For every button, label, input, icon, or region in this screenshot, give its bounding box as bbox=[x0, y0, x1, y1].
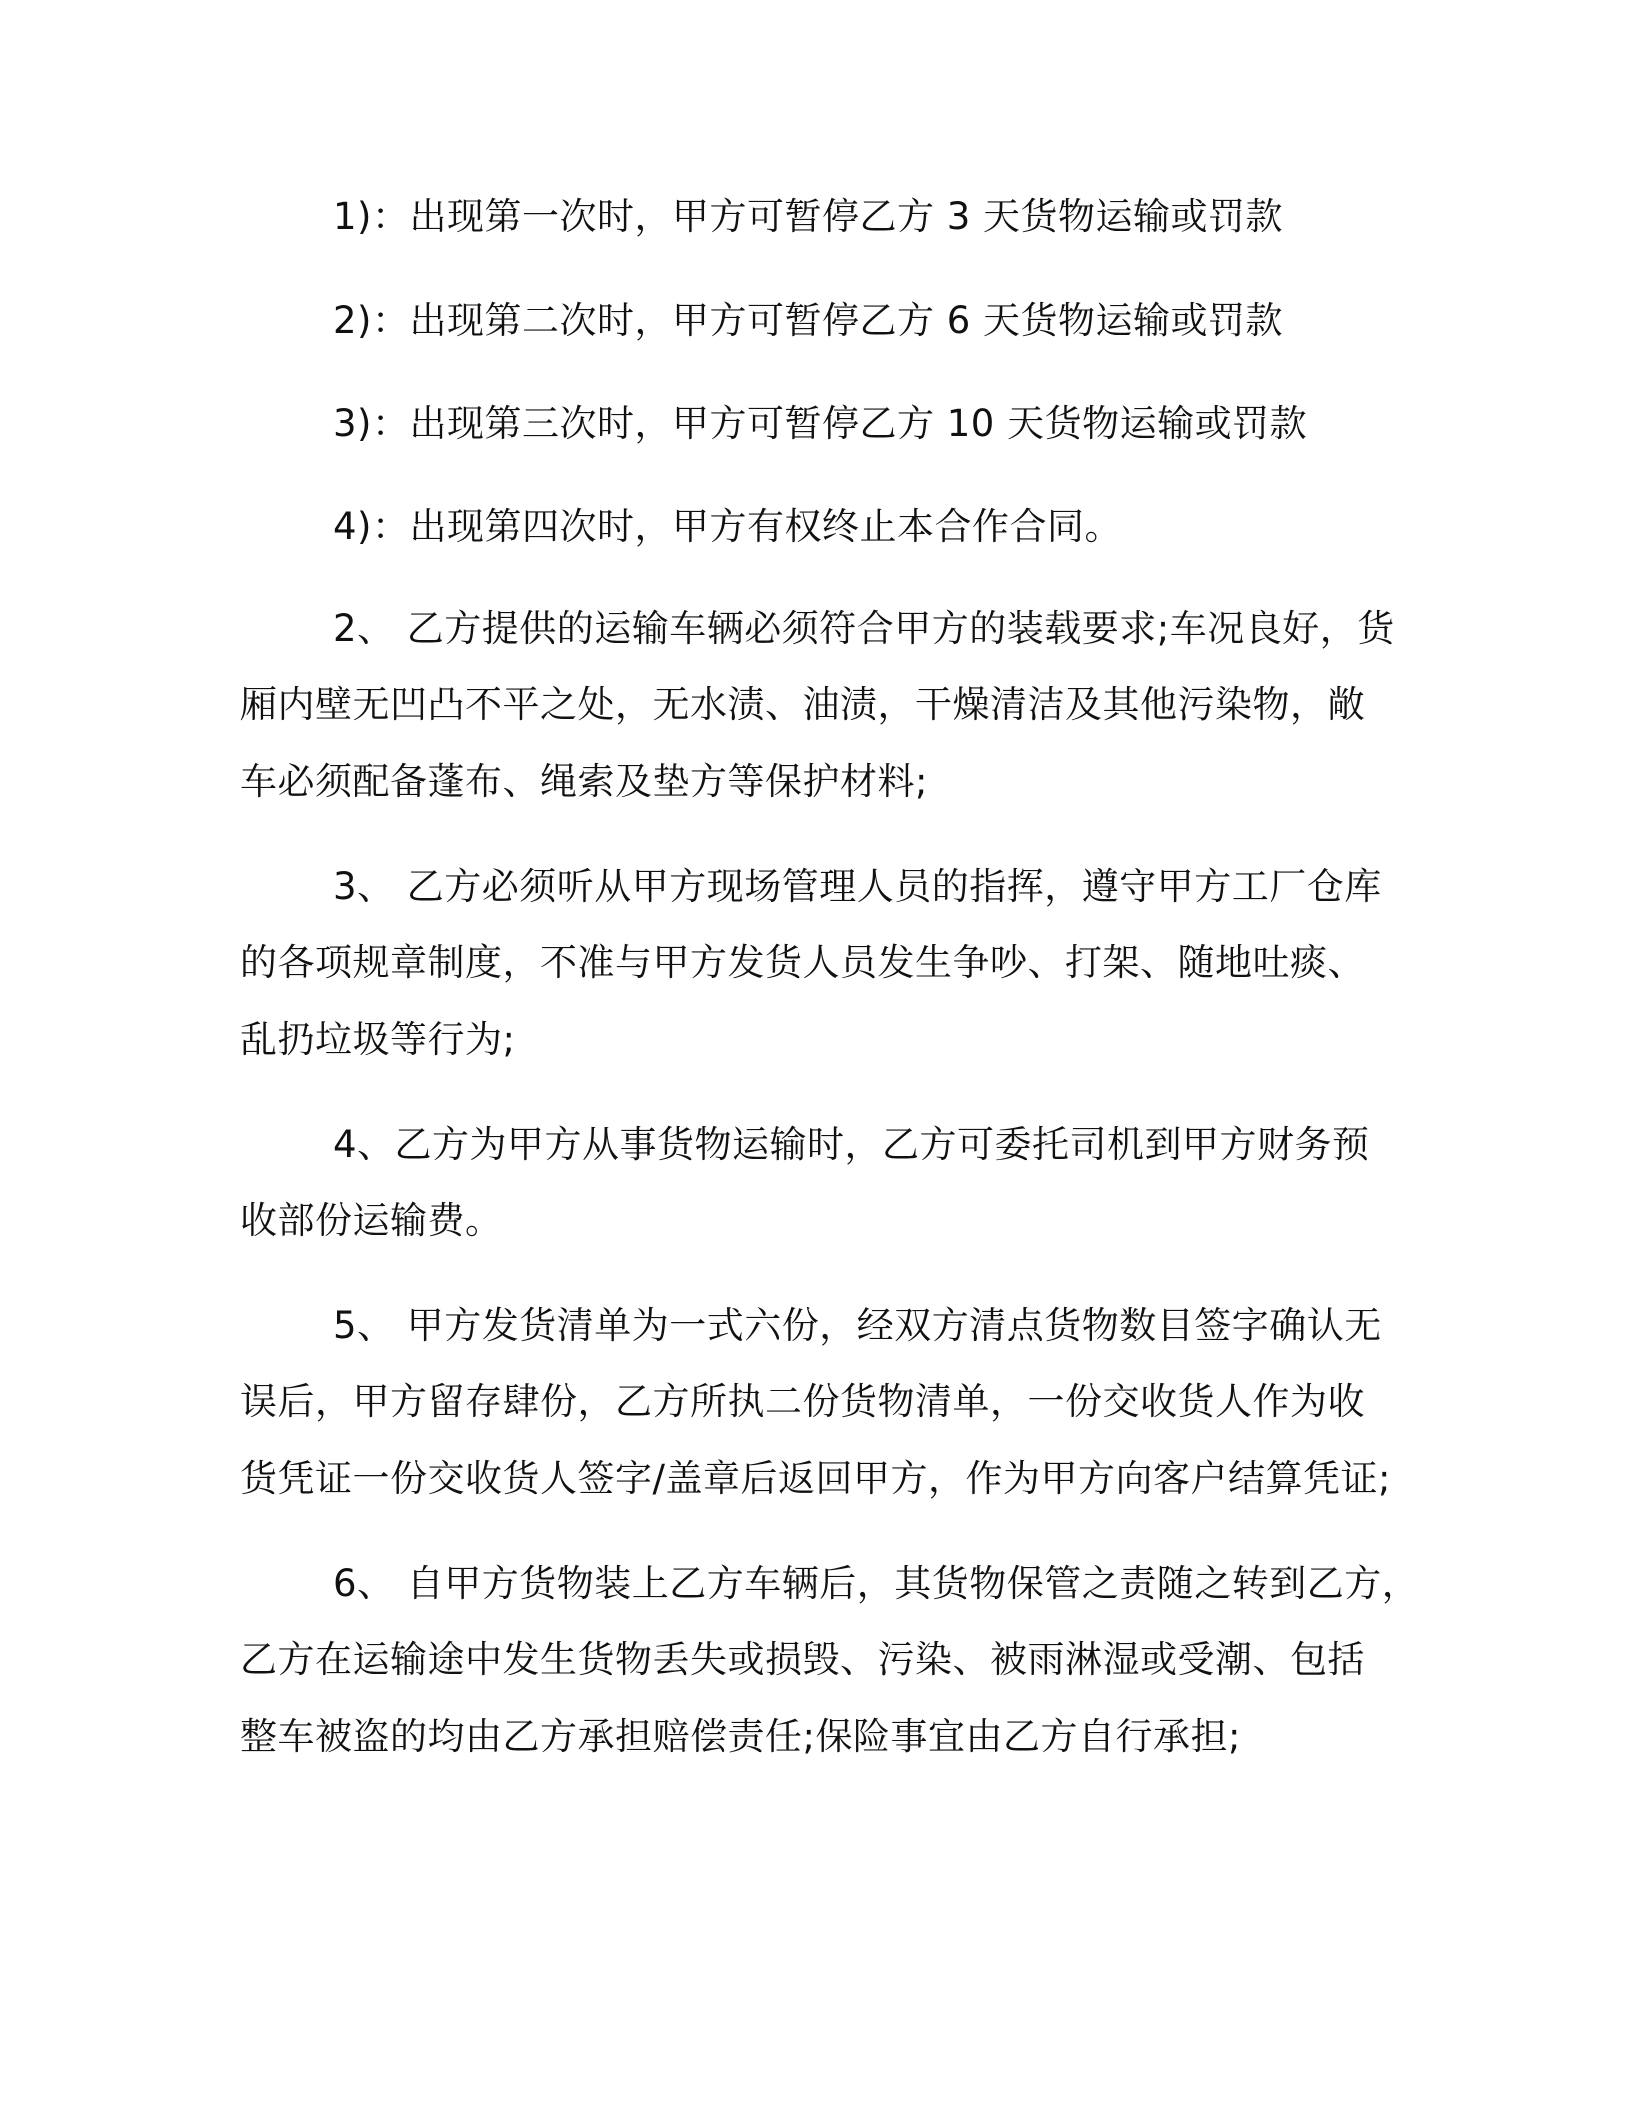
clause-6-line-3: 整车被盗的均由乙方承担赔偿责任;保险事宜由乙方自行承担; bbox=[240, 1715, 1241, 1758]
clause-2-line-2: 厢内壁无凹凸不平之处，无水渍、油渍，干燥清洁及其他污染物，敞 bbox=[240, 683, 1365, 726]
clause-5-line-3: 货凭证一份交收货人签字/盖章后返回甲方，作为甲方向客户结算凭证; bbox=[240, 1457, 1391, 1500]
sub-item-2: 2)：出现第二次时，甲方可暂停乙方 6 天货物运输或罚款 bbox=[333, 299, 1284, 342]
clause-3-line-2: 的各项规章制度，不准与甲方发货人员发生争吵、打架、随地吐痰、 bbox=[240, 941, 1365, 984]
clause-3-line-1: 3、 乙方必须听从甲方现场管理人员的指挥，遵守甲方工厂仓库 bbox=[333, 865, 1382, 908]
clause-2-line-3: 车必须配备蓬布、绳索及垫方等保护材料; bbox=[240, 760, 928, 803]
clause-2-line-1: 2、 乙方提供的运输车辆必须符合甲方的装载要求;车况良好，货 bbox=[333, 607, 1395, 650]
clause-4-line-1: 4、乙方为甲方从事货物运输时，乙方可委托司机到甲方财务预 bbox=[333, 1123, 1370, 1166]
clause-3-line-3: 乱扔垃圾等行为; bbox=[240, 1018, 516, 1061]
clause-6-line-1: 6、 自甲方货物装上乙方车辆后，其货物保管之责随之转到乙方， bbox=[333, 1562, 1420, 1605]
clause-4-line-2: 收部份运输费。 bbox=[240, 1199, 503, 1242]
clause-5-line-1: 5、 甲方发货清单为一式六份，经双方清点货物数目签字确认无 bbox=[333, 1304, 1382, 1347]
clause-6-line-2: 乙方在运输途中发生货物丢失或损毁、污染、被雨淋湿或受潮、包括 bbox=[240, 1638, 1365, 1681]
sub-item-1: 1)：出现第一次时，甲方可暂停乙方 3 天货物运输或罚款 bbox=[333, 195, 1284, 238]
clause-5-line-2: 误后，甲方留存肆份，乙方所执二份货物清单，一份交收货人作为收 bbox=[240, 1380, 1365, 1423]
sub-item-4: 4)：出现第四次时，甲方有权终止本合作合同。 bbox=[333, 505, 1122, 548]
sub-item-3: 3)：出现第三次时，甲方可暂停乙方 10 天货物运输或罚款 bbox=[333, 402, 1308, 445]
